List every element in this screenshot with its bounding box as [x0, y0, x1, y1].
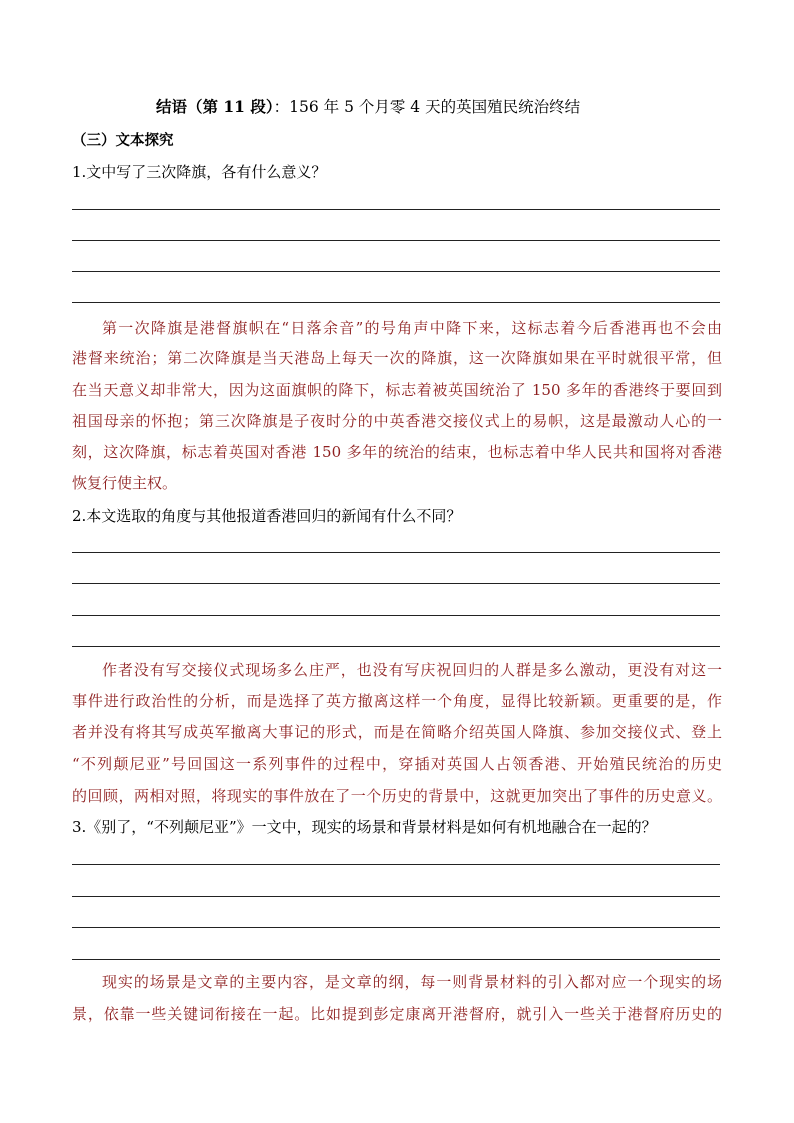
- question-2: 2.本文选取的角度与其他报道香港回归的新闻有什么不同？: [72, 507, 462, 525]
- answer-1-line-3: 在当天意义却非常大，因为这面旗帜的降下，标志着被英国统治了 150 多年的香港终于要回到: [72, 381, 722, 399]
- conclusion-text: ：156 年 5 个月零 4 天的英国殖民统治终结: [273, 98, 581, 116]
- answer-2-line-2: 事件进行政治性的分析，而是选择了英方撤离这样一个角度，显得比较新颖。更重要的是，作: [72, 692, 722, 710]
- conclusion-line: [156, 97, 794, 117]
- answer-rule: [72, 583, 720, 584]
- answer-rule: [72, 302, 720, 303]
- answer-1-line-2: 港督来统治；第二次降旗是当天港岛上每天一次的降旗，这一次降旗如果在平时就很平常，但: [72, 349, 722, 367]
- answer-rule: [72, 552, 720, 553]
- answer-rule: [72, 615, 720, 616]
- answer-1-line-1: 第一次降旗是港督旗帜在“日落余音”的号角声中降下来，这标志着今后香港再也不会由: [102, 319, 722, 337]
- answer-3-line-1: 现实的场景是文章的主要内容，是文章的纲，每一则背景材料的引入都对应一个现实的场: [102, 973, 722, 991]
- answer-rule: [72, 240, 720, 241]
- answer-3-line-2: 景，依靠一些关键词衔接在一起。比如提到彭定康离开港督府，就引入一些关于港督府历史的: [72, 1005, 722, 1023]
- question-3: 3.《别了，“不列颠尼亚”》一文中，现实的场景和背景材料是如何有机地融合在一起的？: [72, 818, 657, 836]
- answer-rule: [72, 864, 720, 865]
- answer-rule: [72, 209, 720, 210]
- answer-rule: [72, 927, 720, 928]
- answer-2-line-1: 作者没有写交接仪式现场多么庄严，也没有写庆祝回归的人群是多么激动，更没有对这一: [102, 661, 722, 679]
- conclusion-label: 结语（第 11 段）: [156, 97, 274, 116]
- answer-2-line-3: 者并没有将其写成英军撤离大事记的形式，而是在简略介绍英国人降旗、参加交接仪式、登上: [72, 723, 722, 741]
- answer-2-line-5: 的回顾，两相对照，将现实的事件放在了一个历史的背景中，这就更加突出了事件的历史意义。: [72, 787, 722, 805]
- answer-1-line-5: 刻，这次降旗，标志着英国对香港 150 多年的统治的结束，也标志着中华人民共和国将对香港: [72, 443, 722, 461]
- answer-1-line-6: 恢复行使主权。: [72, 474, 178, 492]
- answer-rule: [72, 271, 720, 272]
- answer-1-line-4: 祖国母亲的怀抱；第三次降旗是子夜时分的中英香港交接仪式上的易帜，这是最激动人心的一: [72, 412, 722, 430]
- answer-rule: [72, 896, 720, 897]
- answer-rule: [72, 959, 720, 960]
- question-1: 1.文中写了三次降旗，各有什么意义？: [72, 163, 327, 181]
- answer-rule: [72, 646, 720, 647]
- section-heading: （三）文本探究: [72, 132, 174, 149]
- answer-2-line-4: “不列颠尼亚”号回国这一系列事件的过程中，穿插对英国人占领香港、开始殖民统治的历史: [72, 755, 722, 773]
